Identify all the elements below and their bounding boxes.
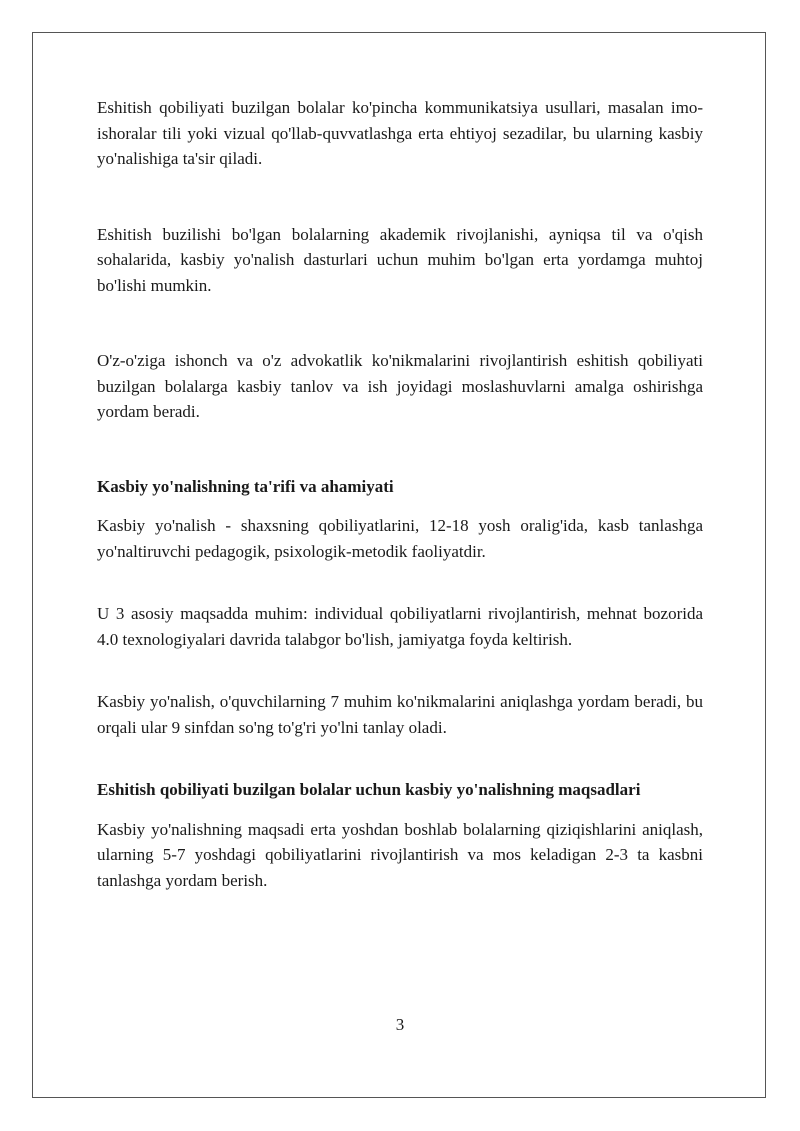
document-body <box>97 95 703 893</box>
section-heading-definition: Kasbiy yo'nalishning ta'rifi va ahamiyati <box>97 476 394 496</box>
paragraph-goal-description: Kasbiy yo'nalishning maqsadi erta yoshdan boshlab bolalarning qiziqishlarini aniqlash, ularning 5-7 yoshdagi qobiliyatlarini rivojlantirish va mos keladigan 2-3 ta kasbni tanlashga yordam berish. <box>97 819 703 890</box>
paragraph-academic-development: Eshitish buzilishi bo'lgan bolalarning akademik rivojlanishi, ayniqsa til va o'qish sohalarida, kasbiy yo'nalish dasturlari uchun muhim bo'lgan erta yordamga muhtoj bo'lishi mumkin. <box>97 224 703 295</box>
paragraph-self-advocacy: O'z-o'ziga ishonch va o'z advokatlik ko'nikmalarini rivojlantirish eshitish qobiliyati buzilgan bolalarga kasbiy tanlov va ish joyidagi moslashuvlarni amalga oshirishga yordam beradi. <box>97 351 703 421</box>
section-heading-goals: Eshitish qobiliyati buzilgan bolalar uchun kasbiy yo'nalishning maqsadlari <box>97 780 641 799</box>
paragraph-three-goals: U 3 asosiy maqsadda muhim: individual qobiliyatlarni rivojlantirish, mehnat bozorida 4.0 texnologiyalari davrida talabgor bo'lish, jamiyatga foyda keltirish. <box>97 604 703 649</box>
paragraph-seven-skills: Kasbiy yo'nalish, o'quvchilarning 7 muhim ko'nikmalarini aniqlashga yordam beradi, bu orqali ular 9 sinfdan so'ng to'g'ri yo'lni tanlay oladi. <box>97 692 703 737</box>
paragraph-definition: Kasbiy yo'nalish - shaxsning qobiliyatlarini, 12-18 yosh oralig'ida, kasb tanlashga yo'naltiruvchi pedagogik, psixologik-metodik faoliyatdir. <box>97 516 703 561</box>
paragraph-communication: Eshitish qobiliyati buzilgan bolalar ko'pincha kommunikatsiya usullari, masalan imo-ishoralar tili yoki vizual qo'llab-quvvatlashga erta ehtiyoj sezadilar, bu ularning kasbiy yo'nalishiga ta'sir qiladi. <box>97 98 703 168</box>
page-number: 3 <box>395 1015 405 1034</box>
